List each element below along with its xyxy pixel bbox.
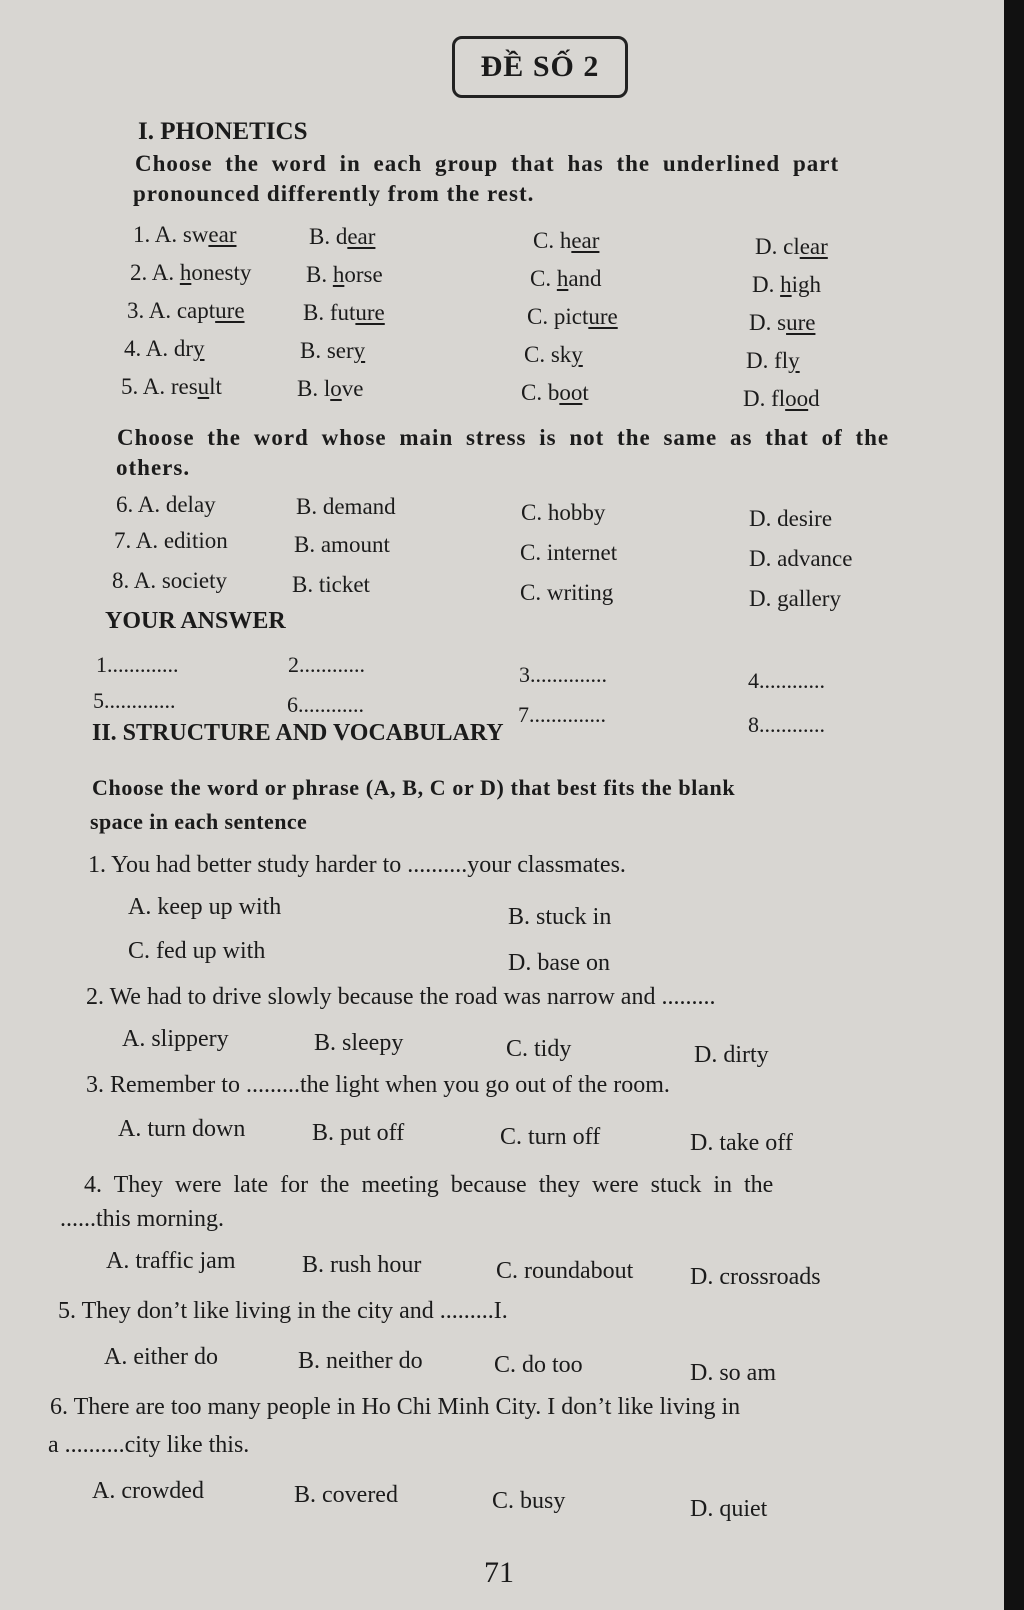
question-4-d: D. crossroads — [690, 1264, 821, 1290]
word-part: D. s — [749, 310, 787, 335]
stress-8-a: 8. A. society — [112, 568, 227, 593]
stress-8-b: B. ticket — [292, 572, 370, 597]
stress-6-d: D. desire — [749, 506, 833, 531]
question-5-b: B. neither do — [298, 1348, 423, 1374]
word-part: orse — [344, 262, 383, 287]
page-number: 71 — [484, 1556, 514, 1589]
question-6-b: B. covered — [294, 1482, 398, 1508]
question-4-b: B. rush hour — [302, 1252, 422, 1278]
phonetics-3-a — [127, 298, 245, 324]
underlined-part: y — [353, 338, 366, 363]
phonetics-3-c — [527, 304, 618, 330]
answer-blank-5[interactable]: 5............. — [93, 688, 176, 713]
question-3-a: A. turn down — [118, 1116, 246, 1142]
word-part: C. sk — [524, 342, 572, 367]
phonetics-5-d — [743, 386, 820, 412]
answer-blank-8[interactable]: 8............ — [748, 712, 825, 737]
stress-6-b: B. demand — [296, 494, 396, 519]
phonetics-5-c — [521, 380, 589, 406]
phonetics-1-a — [133, 222, 236, 248]
phonetics-1-b — [309, 224, 375, 250]
section-2-instruction-line-2: space in each sentence — [90, 809, 308, 834]
answer-blank-1[interactable]: 1............. — [96, 652, 179, 677]
phonetics-2-c — [530, 266, 602, 292]
word-part: B. l — [297, 376, 331, 401]
underlined-part: ure — [588, 304, 618, 329]
phonetics-4-b — [300, 338, 365, 364]
underlined-part: u — [197, 374, 210, 399]
underlined-part: y — [193, 336, 205, 361]
phonetics-1-d — [755, 234, 828, 260]
option-prefix: 1. A. — [133, 222, 183, 247]
question-6-stem-line-2: a ..........city like this. — [48, 1432, 250, 1458]
underlined-part: ear — [208, 222, 237, 247]
word-part: D. fl — [746, 348, 789, 373]
stress-7-c: C. internet — [520, 540, 618, 565]
underlined-part: o — [330, 376, 342, 401]
page-edge-shadow — [1004, 0, 1024, 1610]
phonetics-2-a — [130, 260, 251, 286]
phonetics-4-d — [746, 348, 800, 374]
underlined-part: ure — [355, 300, 385, 325]
question-6-c: C. busy — [492, 1488, 566, 1514]
question-1-a: A. keep up with — [128, 894, 282, 920]
phonetics-3-b — [303, 300, 385, 326]
word-part: and — [568, 266, 602, 291]
question-5-stem: 5. They don’t like living in the city and .........I. — [58, 1298, 508, 1324]
section-2-instruction-line-1: Choose the word or phrase (A, B, C or D) that best fits the blank — [92, 775, 736, 800]
question-5-d: D. so am — [690, 1360, 776, 1386]
section-2-heading: II. STRUCTURE AND VOCABULARY — [92, 720, 504, 746]
word-part: B. ser — [300, 338, 354, 363]
underlined-part: ure — [215, 298, 245, 323]
question-2-a: A. slippery — [122, 1026, 229, 1052]
question-2-stem: 2. We had to drive slowly because the road was narrow and ......... — [86, 984, 716, 1010]
underlined-part: ear — [799, 234, 828, 259]
phonetics-4-c — [524, 342, 583, 368]
underlined-part: h — [179, 260, 192, 285]
question-4-stem-line-1: 4. They were late for the meeting because they were stuck in the — [84, 1172, 774, 1198]
stress-7-b: B. amount — [294, 532, 390, 557]
word-part: D. — [752, 272, 781, 297]
underlined-part: h — [332, 262, 345, 287]
underlined-part: h — [780, 272, 792, 297]
word-part: sw — [182, 222, 209, 247]
question-4-c: C. roundabout — [496, 1258, 634, 1284]
word-part: capt — [176, 298, 216, 323]
stress-6-c: C. hobby — [521, 500, 606, 525]
word-part: C. b — [521, 380, 560, 405]
section-1-heading: I. PHONETICS — [138, 118, 308, 145]
stress-6-a: 6. A. delay — [116, 492, 216, 517]
question-3-stem: 3. Remember to .........the light when you go out of the room. — [86, 1072, 670, 1098]
underlined-part: h — [556, 266, 569, 291]
phonetics-5-a — [121, 374, 222, 400]
word-part: res — [170, 374, 198, 399]
stress-7-a: 7. A. edition — [114, 528, 228, 553]
word-part: B. fut — [303, 300, 356, 325]
question-1-d: D. base on — [508, 950, 610, 976]
underlined-part: oo — [559, 380, 583, 405]
phonetics-1-c — [533, 228, 599, 254]
word-part: d — [808, 386, 820, 411]
answer-blank-7[interactable]: 7.............. — [518, 702, 606, 727]
instruction-1-line-2: pronounced differently from the rest. — [133, 181, 535, 206]
option-prefix: 3. A. — [127, 298, 177, 323]
phonetics-2-d — [752, 272, 821, 298]
underlined-part: ure — [786, 310, 816, 335]
your-answer-heading: YOUR ANSWER — [105, 608, 286, 634]
phonetics-2-b — [306, 262, 383, 288]
question-1-c: C. fed up with — [128, 938, 266, 964]
word-part: B. — [306, 262, 333, 287]
word-part: C. h — [533, 228, 572, 253]
question-4-stem-line-2: ......this morning. — [60, 1206, 225, 1232]
underlined-part: y — [788, 348, 800, 373]
question-6-d: D. quiet — [690, 1496, 768, 1522]
word-part: lt — [209, 374, 222, 399]
answer-blank-3[interactable]: 3.............. — [519, 662, 607, 687]
stress-7-d: D. advance — [749, 546, 853, 571]
word-part: ve — [341, 376, 364, 401]
word-part: dr — [173, 336, 194, 361]
answer-blank-6[interactable]: 6............ — [287, 692, 364, 717]
word-part: igh — [791, 272, 822, 297]
answer-blank-2[interactable]: 2............ — [288, 652, 365, 677]
phonetics-5-b — [297, 376, 363, 402]
instruction-2-line-2: others. — [116, 455, 191, 480]
question-3-c: C. turn off — [500, 1124, 601, 1150]
question-1-stem: 1. You had better study harder to ..........your classmates. — [88, 852, 626, 878]
question-5-c: C. do too — [494, 1352, 583, 1378]
question-4-a: A. traffic jam — [106, 1248, 236, 1274]
phonetics-4-a — [124, 336, 205, 362]
page-title: ĐỀ SỐ 2 — [480, 50, 600, 83]
question-3-d: D. take off — [690, 1130, 793, 1156]
question-6-a: A. crowded — [92, 1478, 204, 1504]
phonetics-3-d — [749, 310, 815, 336]
question-2-b: B. sleepy — [314, 1030, 404, 1056]
word-part: C. — [530, 266, 557, 291]
question-2-c: C. tidy — [506, 1036, 572, 1062]
underlined-part: oo — [785, 386, 809, 411]
instruction-2-line-1: Choose the word whose main stress is not the same as that of the — [117, 425, 890, 450]
word-part: B. d — [309, 224, 348, 249]
answer-blank-4[interactable]: 4............ — [748, 668, 825, 693]
word-part: D. fl — [743, 386, 786, 411]
question-5-a: A. either do — [104, 1344, 218, 1370]
question-2-d: D. dirty — [694, 1042, 769, 1068]
question-3-b: B. put off — [312, 1120, 405, 1146]
question-1-b: B. stuck in — [508, 904, 612, 930]
option-prefix: 5. A. — [121, 374, 171, 399]
word-part: t — [582, 380, 589, 405]
title-frame — [452, 36, 628, 98]
question-6-stem-line-1: 6. There are too many people in Ho Chi Minh City. I don’t like living in — [50, 1394, 741, 1420]
stress-8-c: C. writing — [520, 580, 614, 605]
instruction-1-line-1: Choose the word in each group that has the underlined part — [135, 151, 840, 176]
underlined-part: ear — [347, 224, 376, 249]
option-prefix: 2. A. — [130, 260, 180, 285]
stress-8-d: D. gallery — [749, 586, 841, 611]
underlined-part: ear — [571, 228, 600, 253]
word-part: C. pict — [527, 304, 589, 329]
word-part: onesty — [191, 260, 252, 285]
underlined-part: y — [571, 342, 583, 367]
word-part: D. cl — [755, 234, 800, 259]
option-prefix: 4. A. — [124, 336, 174, 361]
